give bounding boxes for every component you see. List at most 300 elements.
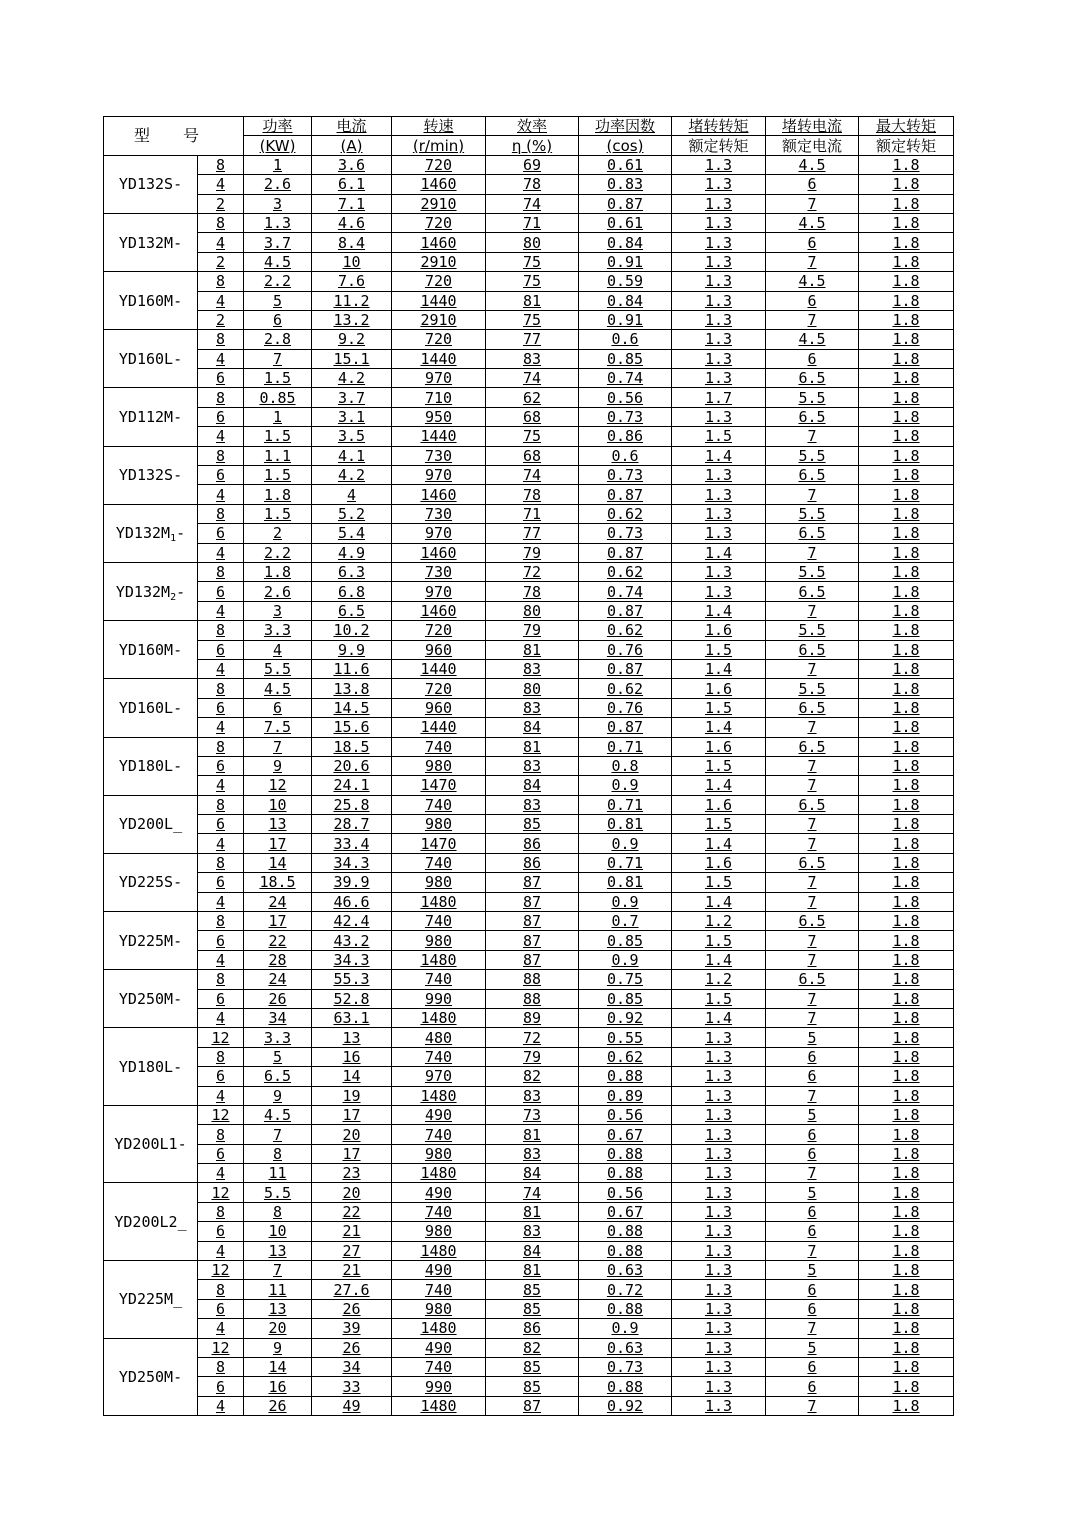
efficiency-cell: 85	[486, 1299, 579, 1318]
locked-torque-cell: 1.6	[672, 621, 766, 640]
locked-current-cell: 7	[766, 834, 859, 853]
table-row	[104, 272, 954, 291]
locked-current-cell: 4.5	[766, 155, 859, 174]
efficiency-cell: 68	[486, 407, 579, 426]
locked-torque-cell: 1.3	[672, 1358, 766, 1377]
power-cell: 1.1	[244, 446, 312, 465]
efficiency-cell: 87	[486, 873, 579, 892]
locked-torque-cell: 1.6	[672, 679, 766, 698]
power-factor-cell: 0.87	[579, 485, 672, 504]
model-name: YD200L2_	[114, 1212, 187, 1231]
max-torque-cell: 1.8	[859, 1028, 954, 1047]
efficiency-cell: 81	[486, 291, 579, 310]
table-row	[104, 718, 954, 737]
speed-cell: 1470	[392, 834, 486, 853]
current-cell: 3.6	[312, 155, 392, 174]
table-row	[104, 1008, 954, 1027]
speed-cell: 980	[392, 1144, 486, 1163]
current-cell: 5.2	[312, 504, 392, 523]
table-row	[104, 582, 954, 601]
table-row	[104, 407, 954, 426]
table-body	[104, 117, 954, 1416]
speed-cell: 740	[392, 1202, 486, 1221]
model-cell	[104, 272, 198, 330]
poles-cell: 4	[198, 291, 244, 310]
poles-cell: 8	[198, 330, 244, 349]
efficiency-cell: 73	[486, 1105, 579, 1124]
locked-current-cell: 7	[766, 815, 859, 834]
power-factor-cell: 0.62	[579, 621, 672, 640]
power-factor-cell: 0.6	[579, 446, 672, 465]
table-row	[104, 1183, 954, 1202]
current-cell: 7.6	[312, 272, 392, 291]
locked-torque-cell: 1.3	[672, 1299, 766, 1318]
max-torque-cell: 1.8	[859, 776, 954, 795]
current-cell: 15.6	[312, 718, 392, 737]
model-name: YD225M_	[118, 1290, 183, 1309]
current-cell: 34	[312, 1358, 392, 1377]
model-name: YD180L-	[118, 757, 183, 776]
table-row	[104, 679, 954, 698]
efficiency-cell: 87	[486, 912, 579, 931]
locked-torque-cell: 1.3	[672, 485, 766, 504]
power-cell: 34	[244, 1008, 312, 1027]
max-torque-cell: 1.8	[859, 504, 954, 523]
table-row	[104, 446, 954, 465]
locked-torque-cell: 1.3	[672, 1202, 766, 1221]
model-name: YD200L1-	[114, 1135, 187, 1154]
power-cell: 1.3	[244, 213, 312, 232]
speed-cell: 1480	[392, 892, 486, 911]
speed-cell: 1480	[392, 1319, 486, 1338]
poles-cell: 8	[198, 970, 244, 989]
current-cell: 23	[312, 1164, 392, 1183]
power-factor-cell: 0.71	[579, 853, 672, 872]
locked-current-cell: 6	[766, 1299, 859, 1318]
power-factor-cell: 0.84	[579, 233, 672, 252]
current-cell: 43.2	[312, 931, 392, 950]
power-factor-cell: 0.83	[579, 175, 672, 194]
power-cell: 9	[244, 1086, 312, 1105]
power-cell: 7	[244, 737, 312, 756]
max-torque-cell: 1.8	[859, 601, 954, 620]
power-factor-cell: 0.61	[579, 155, 672, 174]
speed-cell: 1460	[392, 485, 486, 504]
table-row	[104, 1028, 954, 1047]
model-name: YD200L_	[118, 815, 183, 834]
table-row	[104, 543, 954, 562]
locked-current-cell: 7	[766, 756, 859, 775]
current-cell: 17	[312, 1144, 392, 1163]
power-factor-cell: 0.87	[579, 601, 672, 620]
locked-current-cell: 4.5	[766, 213, 859, 232]
locked-current-cell: 6	[766, 233, 859, 252]
power-factor-cell: 0.76	[579, 640, 672, 659]
power-factor-cell: 0.62	[579, 679, 672, 698]
speed-cell: 970	[392, 524, 486, 543]
current-cell: 19	[312, 1086, 392, 1105]
poles-cell: 8	[198, 213, 244, 232]
power-cell: 13	[244, 1241, 312, 1260]
power-cell: 4.5	[244, 252, 312, 271]
poles-cell: 4	[198, 1008, 244, 1027]
locked-torque-cell: 1.3	[672, 291, 766, 310]
locked-current-cell: 6.5	[766, 640, 859, 659]
locked-current-cell: 6.5	[766, 466, 859, 485]
efficiency-cell: 69	[486, 155, 579, 174]
power-factor-cell: 0.88	[579, 1164, 672, 1183]
power-factor-cell: 0.9	[579, 834, 672, 853]
speed-cell: 490	[392, 1261, 486, 1280]
poles-cell: 6	[198, 524, 244, 543]
poles-cell: 4	[198, 892, 244, 911]
power-cell: 4.5	[244, 679, 312, 698]
locked-torque-cell: 1.2	[672, 970, 766, 989]
poles-cell: 6	[198, 1067, 244, 1086]
power-cell: 1.5	[244, 504, 312, 523]
speed-cell: 980	[392, 931, 486, 950]
power-cell: 24	[244, 892, 312, 911]
speed-cell: 740	[392, 795, 486, 814]
current-cell: 4.1	[312, 446, 392, 465]
model-cell	[104, 213, 198, 271]
locked-current-cell: 6	[766, 1280, 859, 1299]
power-factor-cell: 0.88	[579, 1222, 672, 1241]
current-cell: 46.6	[312, 892, 392, 911]
max-torque-cell: 1.8	[859, 543, 954, 562]
table-row	[104, 233, 954, 252]
locked-current-cell: 5.5	[766, 679, 859, 698]
power-cell: 26	[244, 989, 312, 1008]
current-cell: 22	[312, 1202, 392, 1221]
locked-current-cell: 6	[766, 1144, 859, 1163]
table-row	[104, 175, 954, 194]
power-factor-cell: 0.6	[579, 330, 672, 349]
locked-current-cell: 7	[766, 659, 859, 678]
max-torque-cell: 1.8	[859, 892, 954, 911]
power-cell: 0.85	[244, 388, 312, 407]
current-cell: 14	[312, 1067, 392, 1086]
poles-cell: 6	[198, 1222, 244, 1241]
power-factor-cell: 0.81	[579, 815, 672, 834]
table-row	[104, 1241, 954, 1260]
power-factor-cell: 0.87	[579, 718, 672, 737]
speed-cell: 960	[392, 640, 486, 659]
locked-torque-cell: 1.4	[672, 659, 766, 678]
locked-current-cell: 7	[766, 543, 859, 562]
table-row	[104, 504, 954, 523]
model-cell	[104, 446, 198, 504]
locked-torque-cell: 1.4	[672, 776, 766, 795]
power-factor-cell: 0.91	[579, 252, 672, 271]
table-row	[104, 330, 954, 349]
table-row	[104, 562, 954, 581]
power-cell: 12	[244, 776, 312, 795]
model-suffix: -	[176, 524, 186, 543]
locked-current-cell: 5	[766, 1183, 859, 1202]
model-name: YD225M-	[118, 931, 183, 950]
locked-current-cell: 6.5	[766, 698, 859, 717]
max-torque-cell: 1.8	[859, 621, 954, 640]
table-row	[104, 873, 954, 892]
efficiency-cell: 81	[486, 640, 579, 659]
max-torque-cell: 1.8	[859, 155, 954, 174]
poles-cell: 8	[198, 853, 244, 872]
power-cell: 7	[244, 349, 312, 368]
table-row	[104, 1319, 954, 1338]
power-factor-cell: 0.81	[579, 873, 672, 892]
power-cell: 1.5	[244, 466, 312, 485]
header-efficiency: 效率	[486, 117, 579, 136]
power-cell: 3.3	[244, 621, 312, 640]
locked-torque-cell: 1.3	[672, 1338, 766, 1357]
table-row	[104, 1222, 954, 1241]
max-torque-cell: 1.8	[859, 1241, 954, 1260]
table-row	[104, 1105, 954, 1124]
speed-cell: 970	[392, 1067, 486, 1086]
efficiency-cell: 68	[486, 446, 579, 465]
power-cell: 13	[244, 1299, 312, 1318]
efficiency-cell: 78	[486, 485, 579, 504]
locked-current-cell: 7	[766, 310, 859, 329]
model-cell	[104, 562, 198, 620]
speed-cell: 1440	[392, 718, 486, 737]
locked-torque-cell: 1.3	[672, 1241, 766, 1260]
header-power-unit: (KW)	[244, 136, 312, 155]
max-torque-cell: 1.8	[859, 1086, 954, 1105]
locked-current-cell: 7	[766, 931, 859, 950]
power-cell: 1.5	[244, 427, 312, 446]
power-factor-cell: 0.85	[579, 349, 672, 368]
table-row	[104, 970, 954, 989]
poles-cell: 6	[198, 1144, 244, 1163]
power-factor-cell: 0.73	[579, 524, 672, 543]
current-cell: 34.3	[312, 853, 392, 872]
table-row	[104, 621, 954, 640]
power-factor-cell: 0.71	[579, 795, 672, 814]
table-row	[104, 640, 954, 659]
locked-torque-cell: 1.3	[672, 272, 766, 291]
poles-cell: 6	[198, 407, 244, 426]
power-factor-cell: 0.56	[579, 1183, 672, 1202]
power-cell: 9	[244, 1338, 312, 1357]
locked-torque-cell: 1.4	[672, 950, 766, 969]
max-torque-cell: 1.8	[859, 524, 954, 543]
current-cell: 27	[312, 1241, 392, 1260]
speed-cell: 1440	[392, 349, 486, 368]
poles-cell: 8	[198, 155, 244, 174]
model-name: YD160M-	[118, 291, 183, 310]
efficiency-cell: 84	[486, 718, 579, 737]
header-power-factor: 功率因数	[579, 117, 672, 136]
power-cell: 1	[244, 407, 312, 426]
power-cell: 5.5	[244, 1183, 312, 1202]
efficiency-cell: 85	[486, 1377, 579, 1396]
model-name: YD225S-	[118, 873, 183, 892]
speed-cell: 740	[392, 1358, 486, 1377]
efficiency-cell: 83	[486, 1222, 579, 1241]
motor-spec-table	[103, 116, 954, 1416]
power-factor-cell: 0.88	[579, 1241, 672, 1260]
max-torque-cell: 1.8	[859, 194, 954, 213]
header-max-torque-ratio: 额定转矩	[859, 136, 954, 155]
poles-cell: 8	[198, 1125, 244, 1144]
model-name: YD112M-	[118, 408, 183, 427]
power-factor-cell: 0.88	[579, 1067, 672, 1086]
locked-current-cell: 5.5	[766, 388, 859, 407]
current-cell: 42.4	[312, 912, 392, 931]
power-factor-cell: 0.73	[579, 1358, 672, 1377]
locked-current-cell: 7	[766, 601, 859, 620]
efficiency-cell: 79	[486, 543, 579, 562]
locked-torque-cell: 1.6	[672, 795, 766, 814]
model-cell	[104, 1183, 198, 1261]
efficiency-cell: 86	[486, 1319, 579, 1338]
locked-current-cell: 7	[766, 1396, 859, 1415]
max-torque-cell: 1.8	[859, 252, 954, 271]
table-row	[104, 427, 954, 446]
speed-cell: 1460	[392, 601, 486, 620]
power-factor-cell: 0.9	[579, 950, 672, 969]
efficiency-cell: 81	[486, 1261, 579, 1280]
speed-cell: 730	[392, 446, 486, 465]
efficiency-cell: 83	[486, 659, 579, 678]
power-cell: 11	[244, 1164, 312, 1183]
power-cell: 7	[244, 1125, 312, 1144]
locked-current-cell: 6	[766, 175, 859, 194]
locked-torque-cell: 1.5	[672, 873, 766, 892]
max-torque-cell: 1.8	[859, 989, 954, 1008]
model-cell	[104, 912, 198, 970]
power-cell: 6	[244, 310, 312, 329]
table-row	[104, 388, 954, 407]
locked-torque-cell: 1.3	[672, 1047, 766, 1066]
power-cell: 1.8	[244, 485, 312, 504]
model-cell	[104, 330, 198, 388]
poles-cell: 6	[198, 1377, 244, 1396]
current-cell: 39	[312, 1319, 392, 1338]
current-cell: 28.7	[312, 815, 392, 834]
locked-current-cell: 6.5	[766, 582, 859, 601]
max-torque-cell: 1.8	[859, 640, 954, 659]
header-speed: 转速	[392, 117, 486, 136]
locked-current-cell: 5	[766, 1338, 859, 1357]
locked-current-cell: 6	[766, 1377, 859, 1396]
max-torque-cell: 1.8	[859, 310, 954, 329]
table-row	[104, 155, 954, 174]
power-cell: 6	[244, 698, 312, 717]
efficiency-cell: 79	[486, 621, 579, 640]
max-torque-cell: 1.8	[859, 970, 954, 989]
power-cell: 16	[244, 1377, 312, 1396]
max-torque-cell: 1.8	[859, 1183, 954, 1202]
table-row	[104, 834, 954, 853]
power-factor-cell: 0.56	[579, 388, 672, 407]
table-row	[104, 369, 954, 388]
table-row	[104, 252, 954, 271]
table-row	[104, 1144, 954, 1163]
current-cell: 4.6	[312, 213, 392, 232]
locked-torque-cell: 1.3	[672, 1164, 766, 1183]
power-factor-cell: 0.84	[579, 291, 672, 310]
locked-torque-cell: 1.3	[672, 1067, 766, 1086]
locked-torque-cell: 1.3	[672, 213, 766, 232]
efficiency-cell: 85	[486, 1358, 579, 1377]
power-factor-cell: 0.85	[579, 989, 672, 1008]
locked-current-cell: 7	[766, 1319, 859, 1338]
efficiency-cell: 77	[486, 524, 579, 543]
speed-cell: 490	[392, 1338, 486, 1357]
max-torque-cell: 1.8	[859, 1261, 954, 1280]
speed-cell: 720	[392, 272, 486, 291]
power-factor-cell: 0.59	[579, 272, 672, 291]
power-cell: 13	[244, 815, 312, 834]
efficiency-cell: 75	[486, 252, 579, 271]
table-row	[104, 1125, 954, 1144]
max-torque-cell: 1.8	[859, 1377, 954, 1396]
model-name: YD250M-	[118, 1367, 183, 1386]
speed-cell: 1480	[392, 1008, 486, 1027]
max-torque-cell: 1.8	[859, 679, 954, 698]
max-torque-cell: 1.8	[859, 1105, 954, 1124]
poles-cell: 4	[198, 1241, 244, 1260]
poles-cell: 8	[198, 1047, 244, 1066]
poles-cell: 4	[198, 950, 244, 969]
poles-cell: 6	[198, 466, 244, 485]
speed-cell: 720	[392, 621, 486, 640]
speed-cell: 980	[392, 873, 486, 892]
current-cell: 5.4	[312, 524, 392, 543]
model-cell	[104, 737, 198, 795]
locked-current-cell: 5	[766, 1028, 859, 1047]
current-cell: 55.3	[312, 970, 392, 989]
current-cell: 17	[312, 1105, 392, 1124]
locked-torque-cell: 1.3	[672, 504, 766, 523]
speed-cell: 740	[392, 737, 486, 756]
current-cell: 7.1	[312, 194, 392, 213]
model-suffix: -	[176, 582, 186, 601]
max-torque-cell: 1.8	[859, 853, 954, 872]
locked-current-cell: 6.5	[766, 795, 859, 814]
power-factor-cell: 0.91	[579, 310, 672, 329]
locked-current-cell: 4.5	[766, 330, 859, 349]
table-row	[104, 310, 954, 329]
max-torque-cell: 1.8	[859, 873, 954, 892]
model-cell	[104, 970, 198, 1028]
current-cell: 8.4	[312, 233, 392, 252]
poles-cell: 4	[198, 1396, 244, 1415]
poles-cell: 6	[198, 815, 244, 834]
header-max-torque: 最大转矩	[859, 117, 954, 136]
max-torque-cell: 1.8	[859, 1125, 954, 1144]
locked-current-cell: 7	[766, 1164, 859, 1183]
efficiency-cell: 87	[486, 1396, 579, 1415]
table-row	[104, 213, 954, 232]
efficiency-cell: 74	[486, 369, 579, 388]
locked-torque-cell: 1.4	[672, 718, 766, 737]
poles-cell: 4	[198, 1086, 244, 1105]
max-torque-cell: 1.8	[859, 1067, 954, 1086]
model-name: YD180L-	[118, 1057, 183, 1076]
current-cell: 6.8	[312, 582, 392, 601]
speed-cell: 980	[392, 815, 486, 834]
table-row	[104, 892, 954, 911]
header-current-unit: (A)	[312, 136, 392, 155]
speed-cell: 1480	[392, 1396, 486, 1415]
speed-cell: 990	[392, 1377, 486, 1396]
model-subscript: 2	[170, 591, 177, 603]
current-cell: 18.5	[312, 737, 392, 756]
